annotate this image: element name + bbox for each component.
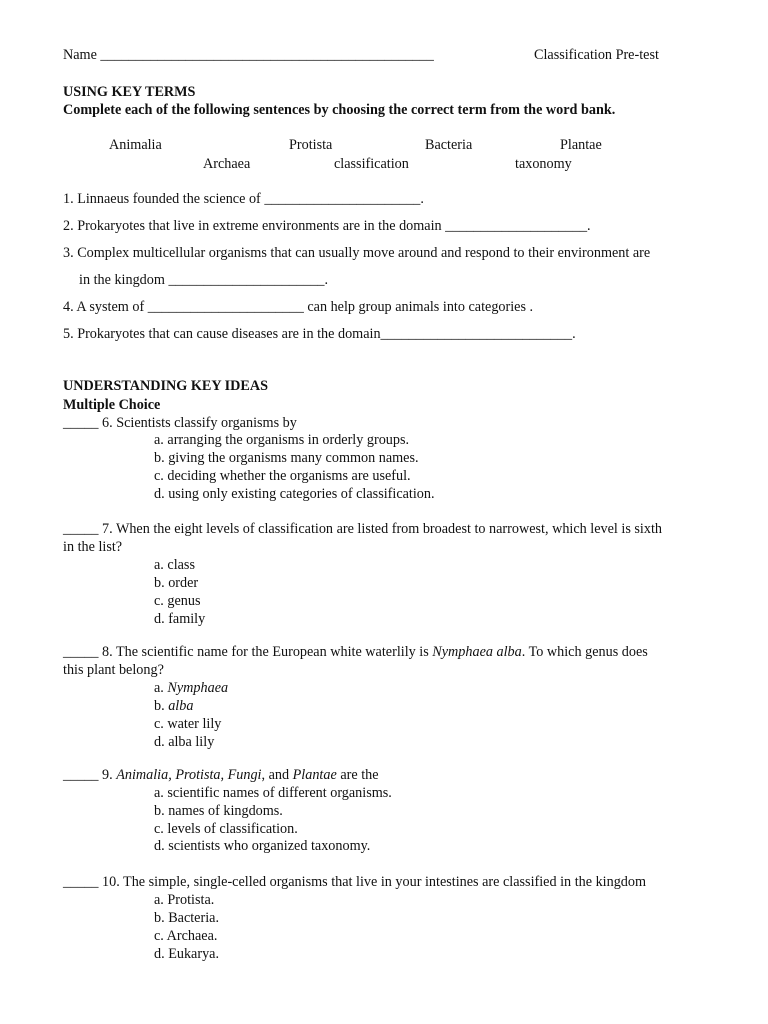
word-bank-term: taxonomy bbox=[515, 156, 572, 172]
question-stem: _____ 10. The simple, single-celled organisms that live in your intestines are classified in the kingdom bbox=[63, 874, 647, 890]
answer-option: b. names of kingdoms. bbox=[154, 803, 283, 819]
option-text: alba bbox=[168, 698, 194, 714]
answer-option: d. alba lily bbox=[154, 734, 215, 750]
section-heading-key-ideas: UNDERSTANDING KEY IDEAS bbox=[63, 378, 268, 394]
fill-in-question: 5. Prokaryotes that can cause diseases are in the domain___________________________. bbox=[63, 326, 576, 342]
answer-option bbox=[154, 679, 228, 697]
option-text: Nymphaea bbox=[167, 680, 229, 696]
answer-option: c. water lily bbox=[154, 716, 222, 732]
answer-option: b. giving the organisms many common names. bbox=[154, 450, 419, 466]
question-stem bbox=[63, 643, 648, 661]
option-letter: a. bbox=[154, 680, 168, 696]
stem-text: . To which genus does bbox=[521, 644, 648, 660]
word-bank-term: Bacteria bbox=[425, 137, 473, 153]
instructions: Complete each of the following sentences by choosing the correct term from the word bank. bbox=[63, 102, 616, 118]
answer-option: b. Bacteria. bbox=[154, 910, 219, 926]
fill-in-question: 2. Prokaryotes that live in extreme environments are in the domain ____________________. bbox=[63, 218, 591, 234]
fill-in-question: 3. Complex multicellular organisms that can usually move around and respond to their environment are bbox=[63, 245, 651, 261]
section-heading-key-terms: USING KEY TERMS bbox=[63, 84, 196, 100]
answer-option: a. class bbox=[154, 557, 195, 573]
word-bank-term: Protista bbox=[289, 137, 333, 153]
answer-option: a. Protista. bbox=[154, 892, 215, 908]
word-bank-term: Animalia bbox=[109, 137, 162, 153]
kingdom-names: Animalia, Protista, Fungi bbox=[116, 767, 262, 783]
answer-option: b. order bbox=[154, 575, 199, 591]
answer-option: d. family bbox=[154, 611, 206, 627]
word-bank-term: Plantae bbox=[560, 137, 602, 153]
word-bank-term: Archaea bbox=[203, 156, 251, 172]
answer-option: a. arranging the organisms in orderly groups. bbox=[154, 432, 410, 448]
question-stem bbox=[63, 766, 379, 784]
question-stem: _____ 7. When the eight levels of classification are listed from broadest to narrowest, which level is sixth bbox=[63, 521, 663, 537]
answer-option bbox=[154, 697, 193, 715]
fill-in-question: 1. Linnaeus founded the science of ______________________. bbox=[63, 191, 424, 207]
option-letter: b. bbox=[154, 698, 169, 714]
stem-text: , and bbox=[261, 767, 293, 783]
kingdom-name: Plantae bbox=[292, 767, 337, 783]
answer-option: d. using only existing categories of classification. bbox=[154, 486, 435, 502]
fill-in-question-continuation: in the kingdom ______________________. bbox=[79, 272, 329, 288]
answer-option: a. scientific names of different organisms. bbox=[154, 785, 392, 801]
stem-text: _____ 8. The scientific name for the European white waterlily is bbox=[63, 644, 433, 660]
stem-text: _____ 9. bbox=[63, 767, 117, 783]
question-stem-continuation: in the list? bbox=[63, 539, 123, 555]
question-stem-continuation: this plant belong? bbox=[63, 662, 164, 678]
answer-option: d. scientists who organized taxonomy. bbox=[154, 838, 371, 854]
answer-option: c. deciding whether the organisms are useful. bbox=[154, 468, 411, 484]
word-bank-term: classification bbox=[334, 156, 409, 172]
answer-option: c. Archaea. bbox=[154, 928, 218, 944]
fill-in-question: 4. A system of ______________________ can help group animals into categories . bbox=[63, 299, 534, 315]
answer-option: c. genus bbox=[154, 593, 201, 609]
page-title: Classification Pre-test bbox=[534, 47, 659, 63]
name-field-label: Name _______________________________________________ bbox=[63, 47, 434, 63]
stem-text: are the bbox=[336, 767, 379, 783]
answer-option: c. levels of classification. bbox=[154, 821, 298, 837]
question-stem: _____ 6. Scientists classify organisms by bbox=[63, 415, 297, 431]
answer-option: d. Eukarya. bbox=[154, 946, 220, 962]
species-name: Nymphaea alba bbox=[432, 644, 522, 660]
subheading-multiple-choice: Multiple Choice bbox=[63, 397, 161, 413]
